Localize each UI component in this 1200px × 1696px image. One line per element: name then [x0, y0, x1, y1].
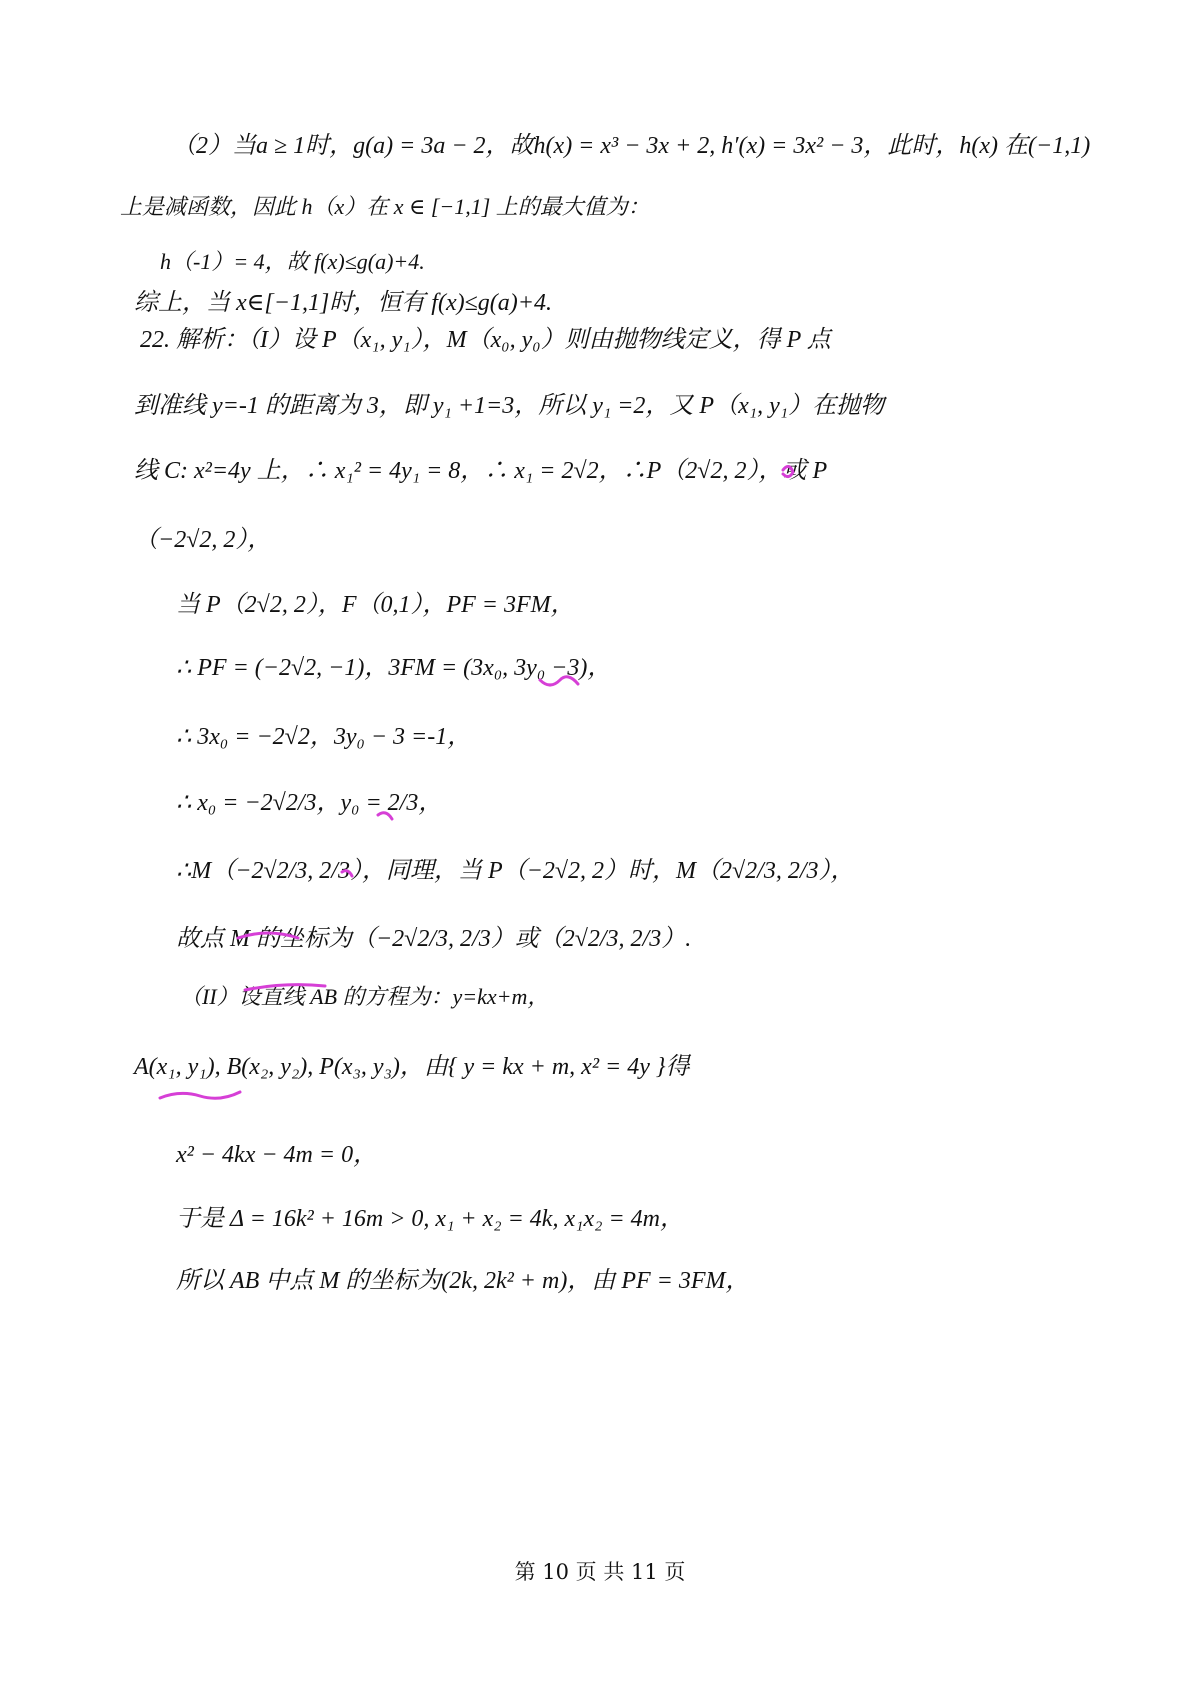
text-line: 于是 Δ = 16k² + 16m > 0, x₁ + x₂ = 4k, x₁x₂ = 4m，: [176, 1206, 684, 1232]
text-line: ∴M（−2√2/3, 2/3），同理，当 P（−2√2, 2）时，M（2√2/3, 2/3），: [176, 858, 855, 884]
text-line: ∴ x₀ = −2√2/3，y₀ = 2/3，: [176, 790, 443, 816]
page-footer: 第 10 页 共 11 页: [514, 1560, 686, 1584]
text-line: 到准线 y=-1 的距离为 3，即 y₁ +1=3，所以 y₁ =2，又 P（x₁, y₁）在抛物: [134, 393, 885, 419]
text-line: 线 C: x²=4y 上，∴ x₁² = 4y₁ = 8，∴ x₁ = 2√2，∴P（2√2, 2），或 P: [134, 458, 828, 484]
text-line: 综上，当 x∈[−1,1]时，恒有 f(x)≤g(a)+4.: [134, 290, 552, 316]
text-line: （2）当a ≥ 1时，g(a) = 3a − 2，故h(x) = x³ − 3x + 2, h′(x) = 3x² − 3，此时，h(x) 在(−1,1): [172, 133, 1091, 159]
scribble-mark: [160, 1092, 240, 1098]
text-line: 故点 M 的坐标为（−2√2/3, 2/3）或（2√2/3, 2/3）.: [176, 926, 692, 952]
text-line: （II）设直线 AB 的方程为：y=kx+m，: [180, 984, 550, 1009]
text-line: 22. 解析：（I）设 P（x₁, y₁），M（x₀, y₀）则由抛物线定义，得 P 点: [140, 327, 831, 353]
text-line: h（-1）= 4，故 f(x)≤g(a)+4.: [160, 249, 425, 274]
text-line: ∴ 3x₀ = −2√2，3y₀ − 3 =-1，: [176, 724, 472, 750]
text-line: 所以 AB 中点 M 的坐标为(2k, 2k² + m)，由 PF = 3FM，: [176, 1268, 750, 1294]
text-line: x² − 4kx − 4m = 0，: [176, 1142, 378, 1168]
text-line: （−2√2, 2），: [134, 527, 272, 553]
text-line: A(x₁, y₁), B(x₂, y₂), P(x₃, y₃)，由{ y = kx + m, x² = 4y }得: [134, 1054, 690, 1080]
text-line: ∴ PF = (−2√2, −1)，3FM = (3x₀, 3y₀ −3)，: [176, 655, 612, 681]
text-line: 当 P（2√2, 2），F（0,1），PF = 3FM，: [176, 592, 575, 618]
text-line: 上是减函数，因此 h（x）在 x ∈ [−1,1] 上的最大值为：: [120, 194, 650, 219]
